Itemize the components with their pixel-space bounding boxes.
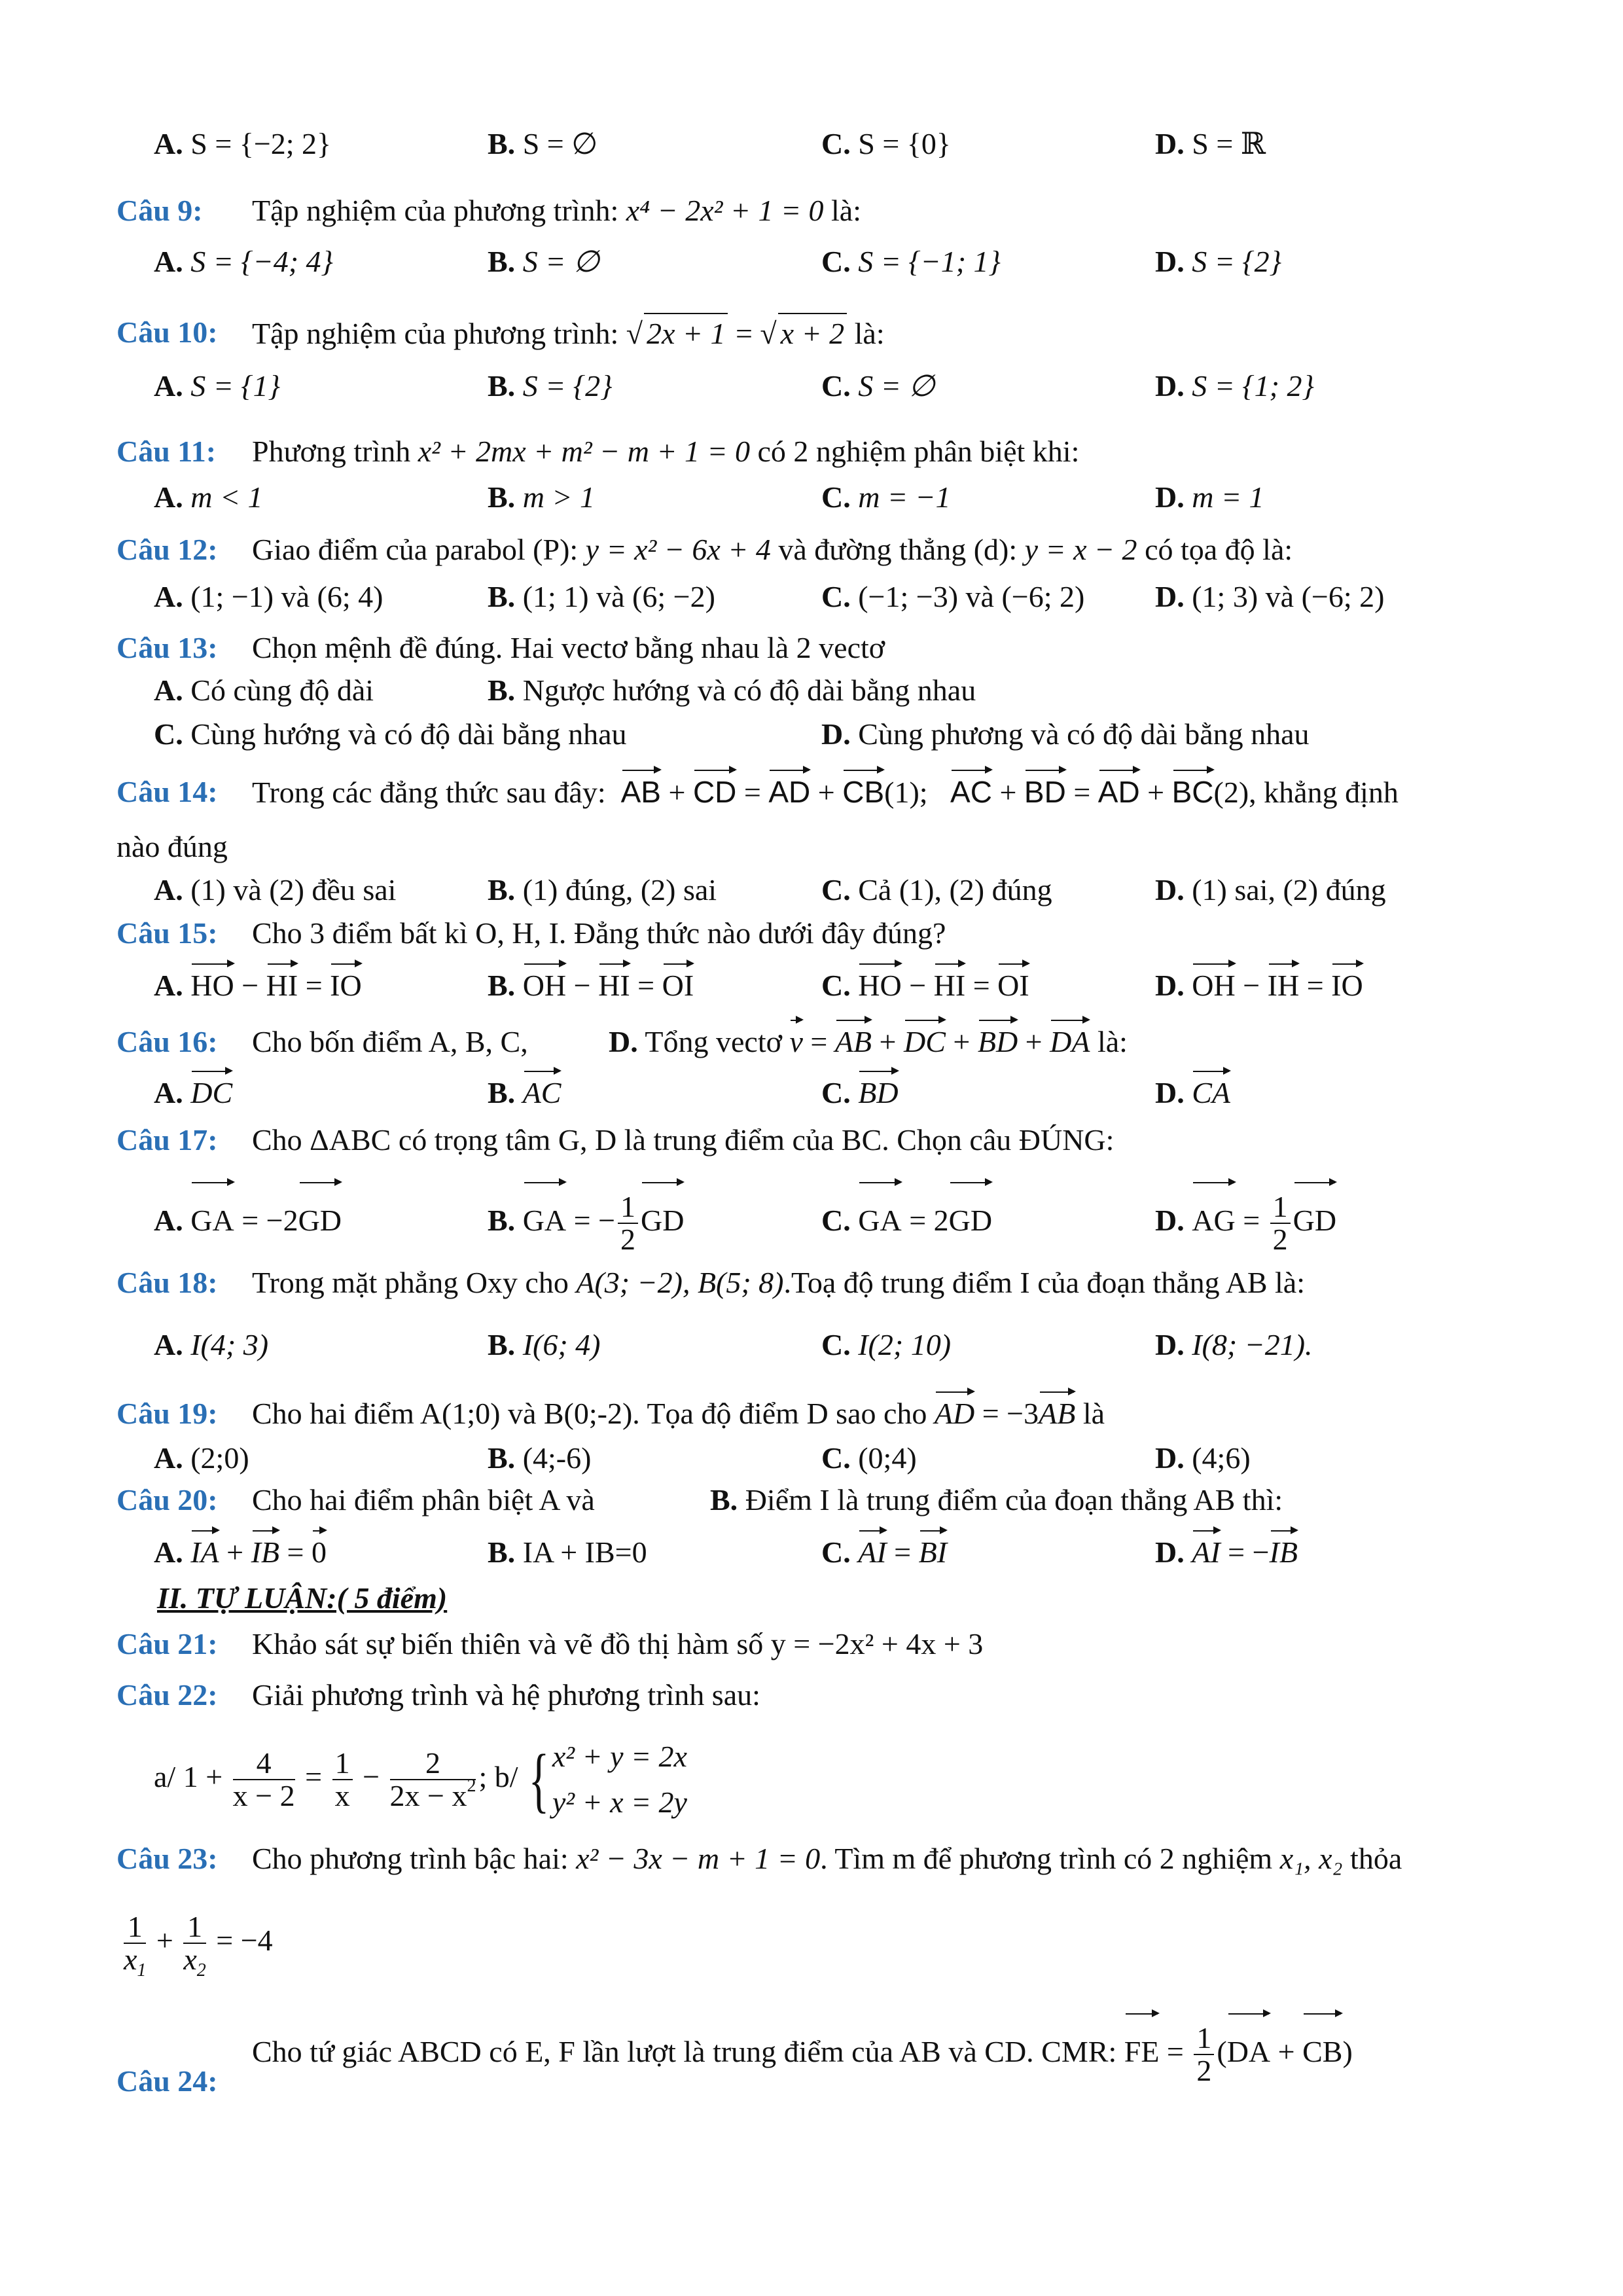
q20-option-d: AI = −IB	[1192, 1535, 1298, 1569]
q15-option-d: OH − IH = IO	[1192, 969, 1363, 1002]
roots: x₁, x₂	[1279, 1842, 1343, 1875]
q8-option-d: S = ℝ	[1192, 127, 1266, 160]
vector-identity: FE = $\frac{1}{2}$ (DA + CB)	[1124, 2035, 1353, 2068]
option-letter: B.	[488, 1204, 516, 1237]
condition-expression: $\frac{1}{x_1}$ + $\frac{1}{x_2}$ = −4	[124, 1910, 273, 1981]
q10-stem: Câu 10: Tập nghiệm của phương trình: √ 2x + 1 = √ x + 2 là:	[0, 313, 1623, 352]
question-text: Tập nghiệm của phương trình:	[252, 194, 619, 227]
option-letter: C.	[821, 1441, 851, 1475]
q10-option-a: S = {1}	[190, 369, 281, 403]
option-letter: D.	[1155, 245, 1185, 278]
question-tail: có 2 nghiệm phân biệt khi:	[757, 435, 1080, 468]
q18-option-d: I(8; −21).	[1192, 1328, 1313, 1361]
question-tail: là:	[854, 317, 885, 350]
question-text: Cho bốn điểm A, B, C,	[252, 1025, 528, 1058]
q24-label-row	[0, 2062, 1623, 2101]
condition-value: = −4	[216, 1924, 273, 1957]
option-letter: D.	[1155, 1535, 1185, 1569]
system-eq-1: x² + y = 2x	[552, 1740, 687, 1774]
q9-option-b: S = ∅	[522, 245, 599, 278]
question-label: Câu 17:	[116, 1123, 218, 1157]
option-letter: D.	[1155, 1441, 1185, 1475]
q16-option-c: BD	[858, 1073, 898, 1113]
question-tail: là:	[831, 194, 861, 227]
question-label: Câu 11:	[116, 435, 217, 468]
question-text: Giao điểm của parabol (P):	[252, 533, 579, 566]
question-text: Cho ΔABC có trọng tâm G, D là trung điểm của BC. Chọn câu ĐÚNG:	[252, 1123, 1115, 1157]
option-letter: A.	[154, 1204, 183, 1237]
q13-stem	[0, 628, 1623, 668]
q12-options	[0, 577, 1623, 617]
part-b-label: ; b/	[478, 1760, 518, 1793]
option-letter: A.	[154, 1441, 183, 1475]
question-label: Câu 14:	[116, 775, 218, 808]
question-label: Câu 20:	[116, 1483, 218, 1516]
question-label: Câu 16:	[116, 1025, 218, 1058]
q11-option-a: m < 1	[190, 480, 263, 514]
identity-1: AB + CD = AD + CB(1);	[621, 776, 928, 809]
option-letter: C.	[821, 1076, 851, 1109]
q8-option-b: S = ∅	[522, 127, 598, 160]
q18-option-b: I(6; 4)	[522, 1328, 601, 1361]
option-letter: C.	[821, 127, 851, 160]
question-text: và đường thẳng (d):	[778, 533, 1018, 566]
equation-a: 1 + $\frac{4}{x - 2}$ = $\frac{1}{x}$ − $\frac{2}{2x - x^2}$	[183, 1746, 476, 1813]
q14-option-d: (1) sai, (2) đúng	[1192, 873, 1386, 906]
question-tail: , khẳng định	[1249, 776, 1399, 809]
question-text: Cho hai điểm A(1;0) và B(0;-2). Tọa độ điểm D sao cho	[252, 1397, 927, 1430]
q12-option-b: (1; 1) và (6; −2)	[522, 580, 715, 613]
question-text: . Tìm m để phương trình có 2 nghiệm	[820, 1842, 1273, 1875]
option-letter: D.	[821, 717, 851, 751]
question-label: Câu 23:	[116, 1842, 218, 1875]
q8-option-a: S = {−2; 2}	[190, 127, 332, 160]
option-letter: C.	[821, 1535, 851, 1569]
option-letter: B.	[488, 1441, 516, 1475]
question-tail: thỏa	[1350, 1842, 1402, 1875]
q20-option-b: IA + IB=0	[522, 1535, 647, 1569]
option-letter: C.	[821, 369, 851, 403]
vector-relation: AD = −3AB	[935, 1397, 1075, 1430]
points: A(3; −2), B(5; 8)	[576, 1266, 784, 1299]
option-letter: D.	[1155, 1204, 1185, 1237]
q14-option-a: (1) và (2) đều sai	[190, 873, 397, 906]
equation-system	[552, 1734, 687, 1825]
identity-2: AC + BD = AD + BC(2)	[950, 776, 1249, 809]
question-text: Cho hai điểm phân biệt A và	[252, 1483, 595, 1516]
option-letter: A.	[154, 1328, 183, 1361]
q17-option-c: GA = 2GD	[858, 1204, 992, 1237]
q16-option-d: CA	[1192, 1073, 1230, 1113]
point-b-letter: B.	[710, 1483, 738, 1516]
question-text: Tổng vectơ	[645, 1025, 782, 1058]
question-label: Câu 22:	[116, 1678, 218, 1712]
q11-options	[0, 478, 1623, 517]
option-letter: D.	[1155, 1328, 1185, 1361]
q17-stem	[0, 1121, 1623, 1160]
question-label: Câu 21:	[116, 1627, 218, 1660]
q8-options	[0, 124, 1623, 164]
q12-option-d: (1; 3) và (−6; 2)	[1192, 580, 1385, 613]
question-text: nào đúng	[116, 830, 228, 863]
question-label: Câu 15:	[116, 916, 218, 950]
option-letter: A.	[154, 1535, 183, 1569]
section-heading	[0, 1579, 1623, 1618]
option-letter: D.	[1155, 969, 1185, 1002]
q10-option-b: S = {2}	[522, 369, 613, 403]
question-text: Trong các đẳng thức sau đây:	[252, 776, 606, 809]
question-text: Phương trình	[252, 435, 411, 468]
question-text: Cho phương trình bậc hai:	[252, 1842, 569, 1875]
question-label: Câu 13:	[116, 631, 218, 664]
option-letter: D.	[1155, 1076, 1185, 1109]
q18-option-a: I(4; 3)	[190, 1328, 269, 1361]
q17-options	[0, 1185, 1623, 1257]
system-eq-2: y² + x = 2y	[552, 1785, 687, 1820]
q11-option-b: m > 1	[522, 480, 595, 514]
parabola-equation: y = x² − 6x + 4	[585, 533, 771, 566]
option-letter: C.	[821, 245, 851, 278]
option-letter: A.	[154, 580, 183, 613]
q16-option-a: DC	[190, 1073, 232, 1113]
q19-option-c: (0;4)	[858, 1441, 917, 1475]
q20-options	[0, 1533, 1623, 1572]
question-text: Cho 3 điểm bất kì O, H, I. Đẳng thức nào dưới đây đúng?	[252, 916, 946, 950]
option-letter: A.	[154, 127, 183, 160]
q20-option-c: AI = BI	[858, 1535, 947, 1569]
option-letter: C.	[821, 1204, 851, 1237]
option-letter: C.	[821, 480, 851, 514]
q20-option-a: IA + IB = 0	[190, 1535, 327, 1569]
q12-stem	[0, 530, 1623, 569]
question-text: Điểm I là trung điểm của đoạn thẳng AB thì:	[745, 1483, 1283, 1516]
option-letter: B.	[488, 673, 516, 707]
q12-option-a: (1; −1) và (6; 4)	[190, 580, 383, 613]
q9-stem	[0, 191, 1623, 230]
q18-stem	[0, 1263, 1623, 1302]
q15-option-a: HO − HI = IO	[190, 969, 361, 1002]
question-tail: có tọa độ là:	[1145, 533, 1293, 566]
q18-options	[0, 1325, 1623, 1365]
equation: x² + 2mx + m² − m + 1 = 0	[418, 435, 750, 468]
question-label: Câu 10:	[116, 315, 218, 349]
vector-sum: v = AB + DC + BD + DA	[789, 1025, 1090, 1058]
question-text: Giải phương trình và hệ phương trình sau:	[252, 1678, 760, 1712]
option-letter: B.	[488, 1535, 516, 1569]
q22-equations	[0, 1728, 1623, 1826]
question-tail: là:	[1097, 1025, 1128, 1058]
q13-option-b: Ngược hướng và có độ dài bằng nhau	[522, 673, 976, 707]
option-letter: B.	[488, 1076, 516, 1109]
option-letter: D.	[1155, 580, 1185, 613]
q19-option-a: (2;0)	[190, 1441, 249, 1475]
option-letter: B.	[488, 245, 516, 278]
option-letter: A.	[154, 673, 183, 707]
q23-condition	[0, 1898, 1623, 1983]
q19-stem	[0, 1394, 1623, 1433]
q13-options-cd	[0, 715, 1623, 754]
equation: y = −2x² + 4x + 3	[770, 1627, 984, 1660]
q15-option-b: OH − HI = OI	[523, 969, 694, 1002]
q18-option-c: I(2; 10)	[858, 1328, 952, 1361]
system-brace: {	[528, 1740, 550, 1820]
q12-option-c: (−1; −3) và (−6; 2)	[858, 580, 1085, 613]
option-letter: C.	[821, 873, 851, 906]
q21-stem	[0, 1624, 1623, 1664]
q17-option-d: AG = $\frac{1}{2}$ GD	[1192, 1204, 1336, 1237]
option-letter: C.	[821, 1328, 851, 1361]
q16-option-b: AC	[523, 1073, 562, 1113]
part-a-label: a/	[154, 1760, 176, 1793]
equation: x⁴ − 2x² + 1 = 0	[626, 194, 824, 227]
q15-stem	[0, 914, 1623, 953]
option-letter: A.	[154, 1076, 183, 1109]
q22-stem	[0, 1676, 1623, 1715]
option-letter: A.	[154, 969, 183, 1002]
q16-options	[0, 1073, 1623, 1113]
q9-option-c: S = {−1; 1}	[858, 245, 1001, 278]
option-letter: B.	[488, 580, 516, 613]
question-text: Khảo sát sự biến thiên và vẽ đồ thị hàm số	[252, 1627, 764, 1660]
q14-stem	[0, 772, 1623, 812]
q16-stem	[0, 1022, 1623, 1062]
q19-option-d: (4;6)	[1192, 1441, 1251, 1475]
option-letter: B.	[488, 369, 516, 403]
option-letter: B.	[488, 480, 516, 514]
section-title: II. TỰ LUẬN:( 5 điểm)	[157, 1581, 448, 1615]
q15-option-c: HO − HI = OI	[858, 969, 1029, 1002]
option-letter: D.	[1155, 369, 1185, 403]
q19-options	[0, 1439, 1623, 1478]
q19-option-b: (4;-6)	[522, 1441, 592, 1475]
question-label: Câu 12:	[116, 533, 218, 566]
option-letter: A.	[154, 369, 183, 403]
option-letter: C.	[821, 969, 851, 1002]
question-label: Câu 9:	[116, 194, 203, 227]
q14-option-c: Cả (1), (2) đúng	[858, 873, 1052, 906]
question-tail: là	[1082, 1397, 1105, 1430]
question-text: Cho tứ giác ABCD có E, F lần lượt là trung điểm của AB và CD. CMR:	[252, 2035, 1117, 2068]
q17-option-a: GA = −2GD	[190, 1204, 342, 1237]
q14-stem-line2	[0, 827, 1623, 867]
option-letter: A.	[154, 873, 183, 906]
q10-option-d: S = {1; 2}	[1192, 369, 1314, 403]
option-letter: B.	[488, 127, 516, 160]
q13-option-c: Cùng hướng và có độ dài bằng nhau	[190, 717, 627, 751]
q10-options	[0, 367, 1623, 406]
q23-stem	[0, 1839, 1623, 1878]
q9-options	[0, 242, 1623, 281]
question-text: Trong mặt phẳng Oxy cho	[252, 1266, 569, 1299]
question-text: Chọn mệnh đề đúng. Hai vectơ bằng nhau là 2 vectơ	[252, 631, 885, 664]
question-label: Câu 19:	[116, 1397, 218, 1430]
q13-options-ab	[0, 671, 1623, 710]
line-equation: y = x − 2	[1024, 533, 1137, 566]
question-label: Câu 18:	[116, 1266, 218, 1299]
option-letter: C.	[821, 580, 851, 613]
option-letter: D.	[1155, 873, 1185, 906]
option-letter: B.	[488, 1328, 516, 1361]
equation: x² − 3x − m + 1 = 0	[576, 1842, 821, 1875]
option-letter: A.	[154, 245, 183, 278]
q20-stem	[0, 1480, 1623, 1520]
option-letter: D.	[1155, 480, 1185, 514]
q13-option-d: Cùng phương và có độ dài bằng nhau	[858, 717, 1310, 751]
q11-stem	[0, 432, 1623, 471]
q14-options	[0, 870, 1623, 910]
question-text: Tập nghiệm của phương trình:	[252, 317, 619, 350]
q9-option-d: S = {2}	[1192, 245, 1282, 278]
sqrt-left: 2x + 1	[644, 313, 728, 353]
q13-option-a: Có cùng độ dài	[190, 673, 374, 707]
q8-option-c: S = {0}	[858, 127, 951, 160]
option-letter: A.	[154, 480, 183, 514]
question-label: Câu 24:	[116, 2064, 218, 2098]
option-letter: B.	[488, 873, 516, 906]
q14-option-b: (1) đúng, (2) sai	[522, 873, 717, 906]
question-tail: .Toạ độ trung điểm I của đoạn thẳng AB là:	[783, 1266, 1305, 1299]
option-letter: D.	[1155, 127, 1185, 160]
q11-option-d: m = 1	[1192, 480, 1264, 514]
option-letter: B.	[488, 969, 516, 1002]
option-letter: C.	[154, 717, 183, 751]
q11-option-c: m = −1	[858, 480, 951, 514]
q17-option-b: GA = − $\frac{1}{2}$ GD	[523, 1204, 685, 1237]
point-d-letter: D.	[609, 1025, 638, 1058]
q15-options	[0, 966, 1623, 1005]
q9-option-a: S = {−4; 4}	[190, 245, 333, 278]
q10-option-c: S = ∅	[858, 369, 935, 403]
sqrt-right: x + 2	[778, 313, 847, 353]
